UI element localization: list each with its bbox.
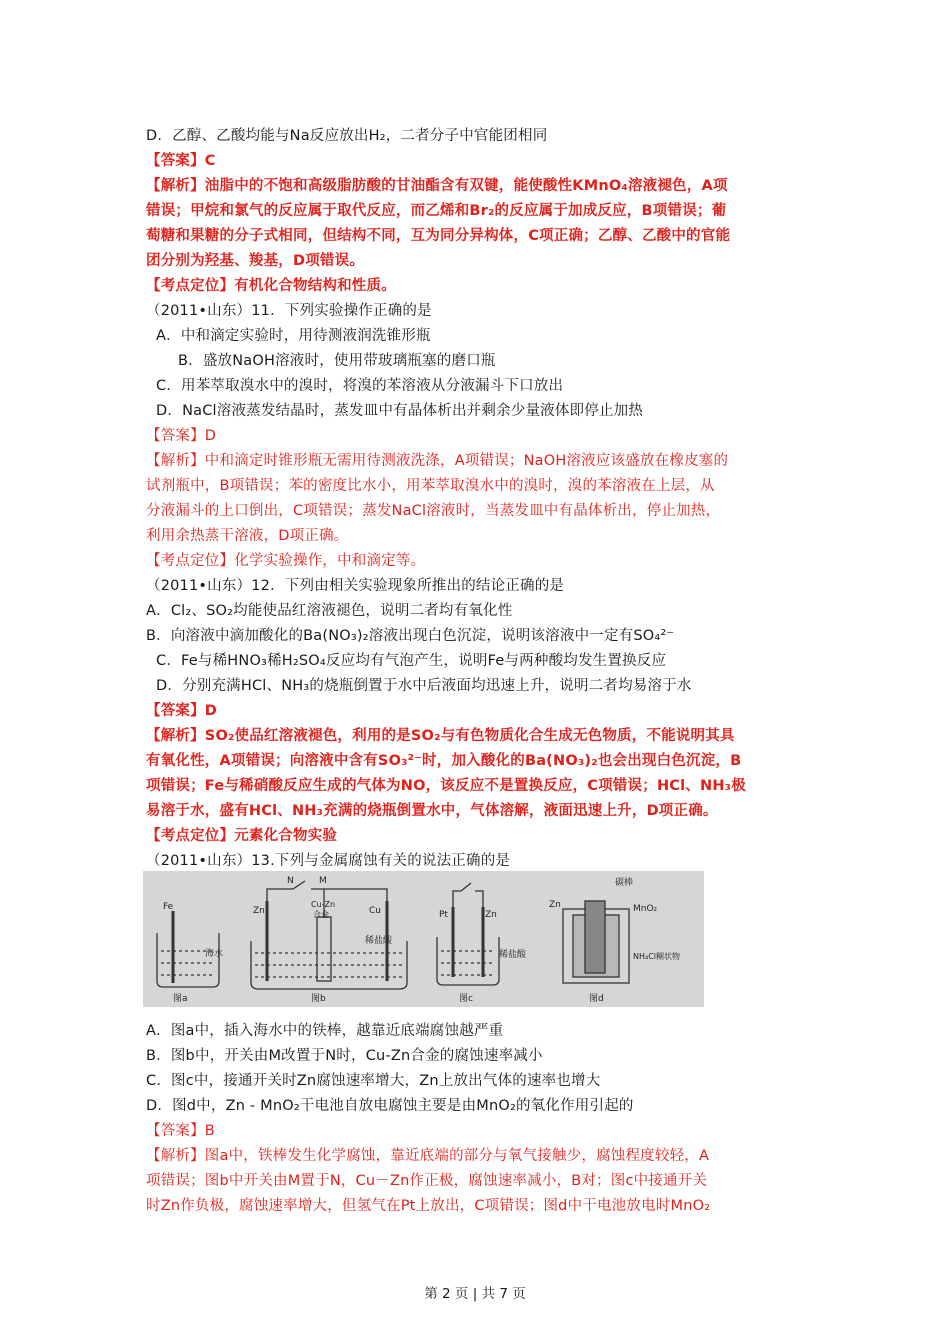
label-fig-c: 图c: [459, 994, 473, 1004]
label-nh4cl: NH₄Cl糊状物: [633, 952, 681, 961]
label-fig-a: 图a: [173, 994, 188, 1004]
text-line: 萄糖和果糖的分子式相同，但结构不同，互为同分异构体，C项正确；乙醇、乙酸中的官能: [146, 228, 731, 244]
text-line: 【答案】B: [146, 1123, 215, 1139]
text-line: 分液漏斗的上口倒出，C项错误；蒸发NaCl溶液时，当蒸发皿中有晶体析出，停止加热，: [146, 503, 721, 519]
text-line: 团分别为羟基、羧基，D项错误。: [146, 253, 365, 269]
text-line: D．分别充满HCl、NH₃的烧瓶倒置于水中后液面均迅速上升，说明二者均易溶于水: [156, 678, 692, 694]
text-line: 【答案】D: [146, 703, 218, 719]
label-alloy2: 合金: [313, 910, 329, 919]
figure-d: [563, 901, 629, 983]
label-hcl-c: 稀盐酸: [499, 950, 527, 960]
text-line: 项错误；Fe与稀硝酸反应生成的气体为NO，该反应不是置换反应，C项错误；HCl、NH₃极: [146, 778, 746, 794]
text-line: 【考点定位】有机化合物结构和性质。: [146, 278, 396, 294]
label-zn-d: Zn: [549, 900, 561, 910]
label-zn-b: Zn: [253, 906, 265, 916]
text-line: D．图d中，Zn - MnO₂干电池自放电腐蚀主要是由MnO₂的氧化作用引起的: [146, 1098, 634, 1114]
corrosion-diagram: [143, 871, 704, 1007]
text-line: 【解析】中和滴定时锥形瓶无需用待测液洗涤，A项错误；NaOH溶液应该盛放在橡皮塞的: [146, 453, 729, 469]
text-line: 【解析】油脂中的不饱和高级脂肪酸的甘油酯含有双键，能使酸性KMnO₄溶液褪色，A项: [146, 178, 728, 194]
label-mno2: MnO₂: [633, 904, 658, 914]
text-line: A．Cl₂、SO₂均能使品红溶液褪色，说明二者均有氧化性: [146, 603, 513, 619]
label-m: M: [319, 876, 327, 886]
label-carbon: 碳棒: [615, 878, 634, 888]
text-line: 时Zn作负极，腐蚀速率增大，但氢气在Pt上放出，C项错误；图d中干电池放电时MnO₂: [146, 1198, 711, 1214]
text-line: 【答案】D: [146, 428, 217, 444]
label-zn-c: Zn: [485, 910, 497, 920]
corrosion-figure: [143, 871, 704, 1007]
label-n: N: [287, 876, 294, 886]
text-line: 易溶于水，盛有HCl、NH₃充满的烧瓶倒置水中，气体溶解，液面迅速上升，D项正确。: [146, 803, 718, 819]
figure-b: [251, 881, 407, 989]
text-line: B．盛放NaOH溶液时，使用带玻璃瓶塞的磨口瓶: [178, 353, 496, 369]
text-line: A．中和滴定实验时，用待测液润洗锥形瓶: [156, 328, 431, 344]
text-line: 【解析】图a中，铁棒发生化学腐蚀，靠近底端的部分与氧气接触少，腐蚀程度较轻，A: [146, 1148, 710, 1164]
label-fig-d: 图d: [589, 994, 604, 1004]
text-line: 【解析】SO₂使品红溶液褪色，利用的是SO₂与有色物质化合生成无色物质，不能说明其具: [146, 728, 735, 744]
label-alloy: Cu-Zn: [311, 900, 336, 909]
label-seawater: 海水: [205, 949, 224, 959]
text-line: 项错误；图b中开关由M置于N，Cu－Zn作正极，腐蚀速率减小，B对；图c中接通开关: [146, 1173, 708, 1189]
text-line: 利用余热蒸干溶液，D项正确。: [146, 528, 349, 544]
text-line: D．NaCl溶液蒸发结晶时，蒸发皿中有晶体析出并剩余少量液体即停止加热: [156, 403, 644, 419]
text-line: D．乙醇、乙酸均能与Na反应放出H₂，二者分子中官能团相同: [146, 128, 548, 144]
text-line: 有氧化性，A项错误；向溶液中含有SO₃²⁻时，加入酸化的Ba(NO₃)₂也会出现白色沉淀，B: [146, 753, 742, 769]
text-line: （2011•山东）13.下列与金属腐蚀有关的说法正确的是: [146, 853, 511, 869]
label-hcl-b: 稀盐酸: [365, 936, 393, 946]
text-line: B．向溶液中滴加酸化的Ba(NO₃)₂溶液出现白色沉淀，说明该溶液中一定有SO₄²⁻: [146, 628, 675, 644]
text-line: （2011•山东）12．下列由相关实验现象所推出的结论正确的是: [146, 578, 565, 594]
label-fe: Fe: [163, 902, 174, 912]
text-line: A．图a中，插入海水中的铁棒，越靠近底端腐蚀越严重: [146, 1023, 504, 1039]
label-cu: Cu: [369, 906, 381, 916]
text-line: 试剂瓶中，B项错误；苯的密度比水小，用苯萃取溴水中的溴时，溴的苯溶液在上层，从: [146, 478, 715, 494]
text-line: 错误；甲烷和氯气的反应属于取代反应，而乙烯和Br₂的反应属于加成反应，B项错误；葡: [146, 203, 727, 219]
text-line: 【答案】C: [146, 153, 216, 169]
text-line: （2011•山东）11．下列实验操作正确的是: [146, 303, 432, 319]
label-fig-b: 图b: [311, 994, 326, 1004]
text-line: C．图c中，接通开关时Zn腐蚀速率增大，Zn上放出气体的速率也增大: [146, 1073, 601, 1089]
text-line: 【考点定位】化学实验操作，中和滴定等。: [146, 553, 426, 569]
text-line: B．图b中，开关由M改置于N时，Cu-Zn合金的腐蚀速率减小: [146, 1048, 543, 1064]
text-line: C．用苯萃取溴水中的溴时，将溴的苯溶液从分液漏斗下口放出: [156, 378, 564, 394]
page-footer: 第 2 页 | 共 7 页: [424, 1286, 526, 1302]
label-pt: Pt: [439, 910, 448, 920]
figure-c: [437, 883, 499, 985]
text-line: 【考点定位】元素化合物实验: [146, 828, 338, 844]
text-line: C．Fe与稀HNO₃稀H₂SO₄反应均有气泡产生，说明Fe与两种酸均发生置换反应: [156, 653, 667, 669]
